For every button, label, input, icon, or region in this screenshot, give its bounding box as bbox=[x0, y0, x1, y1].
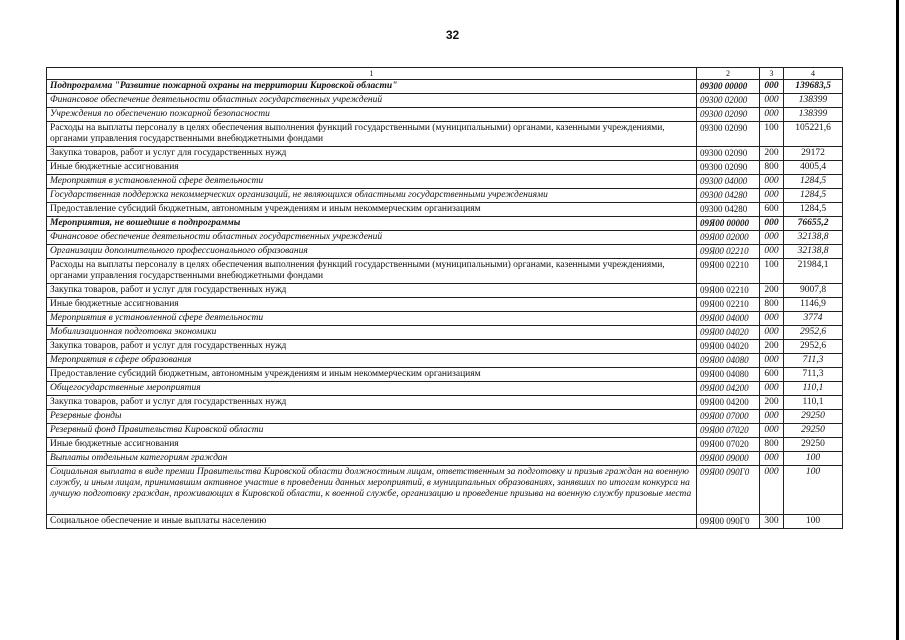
row-name-cell: Мероприятия в установленной сфере деятельности bbox=[47, 175, 697, 189]
row-code-cell: 09Я00 04000 bbox=[697, 312, 760, 326]
table-row bbox=[47, 396, 843, 410]
row-code-cell: 09Я00 04020 bbox=[697, 340, 760, 354]
row-sum-cell: 110,1 bbox=[784, 382, 843, 396]
row-name-cell: Государственная поддержка некоммерческих организаций, не являющихся областными государственными учреждениями bbox=[47, 189, 697, 203]
row-sum-cell: 110,1 bbox=[784, 396, 843, 410]
row-type-cell: 000 bbox=[760, 231, 784, 245]
page-edge-line bbox=[896, 0, 899, 640]
row-type-cell: 800 bbox=[760, 438, 784, 452]
header-name: 1 bbox=[47, 68, 697, 80]
row-sum-cell: 100 bbox=[784, 452, 843, 466]
row-sum-cell: 29250 bbox=[784, 410, 843, 424]
table-row bbox=[47, 189, 843, 203]
row-code-cell: 09Я00 04200 bbox=[697, 396, 760, 410]
row-code-cell: 09300 02090 bbox=[697, 122, 760, 147]
row-code-cell: 09300 02000 bbox=[697, 94, 760, 108]
row-name-cell: Учреждения по обеспечению пожарной безопасности bbox=[47, 108, 697, 122]
table-row bbox=[47, 382, 843, 396]
row-name-cell: Иные бюджетные ассигнования bbox=[47, 298, 697, 312]
row-code-cell: 09Я00 07000 bbox=[697, 410, 760, 424]
row-code-cell: 09Я00 02210 bbox=[697, 298, 760, 312]
row-code-cell: 09Я00 02210 bbox=[697, 245, 760, 259]
table-row bbox=[47, 340, 843, 354]
row-code-cell: 09Я00 07020 bbox=[697, 424, 760, 438]
row-code-cell: 09Я00 02210 bbox=[697, 259, 760, 284]
table-row bbox=[47, 259, 843, 284]
row-type-cell: 100 bbox=[760, 122, 784, 147]
table-row bbox=[47, 515, 843, 529]
row-name-cell: Резервные фонды bbox=[47, 410, 697, 424]
row-type-cell: 000 bbox=[760, 108, 784, 122]
table-row bbox=[47, 410, 843, 424]
table-row bbox=[47, 122, 843, 147]
row-sum-cell: 1284,5 bbox=[784, 189, 843, 203]
row-type-cell: 000 bbox=[760, 175, 784, 189]
table-row bbox=[47, 326, 843, 340]
table-row bbox=[47, 466, 843, 515]
table-row bbox=[47, 245, 843, 259]
table-row bbox=[47, 312, 843, 326]
row-type-cell: 000 bbox=[760, 189, 784, 203]
row-type-cell: 000 bbox=[760, 410, 784, 424]
row-code-cell: 09300 04280 bbox=[697, 189, 760, 203]
row-name-cell: Расходы на выплаты персоналу в целях обеспечения выполнения функций государственными (муниципальными) органами, казенными учреждениями, органами управления государственными внебюджетными фондами bbox=[47, 259, 697, 284]
row-type-cell: 000 bbox=[760, 466, 784, 515]
row-name-cell: Предоставление субсидий бюджетным, автономным учреждениям и иным некоммерческим организациям bbox=[47, 368, 697, 382]
table-row bbox=[47, 108, 843, 122]
row-code-cell: 09Я00 04020 bbox=[697, 326, 760, 340]
header-sum: 4 bbox=[784, 68, 843, 80]
row-name-cell: Иные бюджетные ассигнования bbox=[47, 438, 697, 452]
row-type-cell: 000 bbox=[760, 382, 784, 396]
row-type-cell: 200 bbox=[760, 284, 784, 298]
row-sum-cell: 32138,8 bbox=[784, 245, 843, 259]
row-name-cell: Мероприятия, не вошедшие в подпрограммы bbox=[47, 217, 697, 231]
row-type-cell: 000 bbox=[760, 354, 784, 368]
row-sum-cell: 29250 bbox=[784, 438, 843, 452]
table-body bbox=[47, 80, 843, 529]
row-sum-cell: 2952,6 bbox=[784, 340, 843, 354]
row-code-cell: 09Я00 090Г0 bbox=[697, 515, 760, 529]
row-sum-cell: 105221,6 bbox=[784, 122, 843, 147]
row-sum-cell: 9007,8 bbox=[784, 284, 843, 298]
table-row bbox=[47, 438, 843, 452]
row-code-cell: 09Я00 04200 bbox=[697, 382, 760, 396]
row-type-cell: 000 bbox=[760, 245, 784, 259]
row-type-cell: 000 bbox=[760, 452, 784, 466]
row-sum-cell: 1284,5 bbox=[784, 203, 843, 217]
row-sum-cell: 76655,2 bbox=[784, 217, 843, 231]
row-sum-cell: 3774 bbox=[784, 312, 843, 326]
row-sum-cell: 138399 bbox=[784, 94, 843, 108]
row-code-cell: 09300 00000 bbox=[697, 80, 760, 94]
row-code-cell: 09Я00 04080 bbox=[697, 368, 760, 382]
row-name-cell: Закупка товаров, работ и услуг для государственных нужд bbox=[47, 147, 697, 161]
row-code-cell: 09300 04000 bbox=[697, 175, 760, 189]
row-name-cell: Финансовое обеспечение деятельности областных государственных учреждений bbox=[47, 231, 697, 245]
row-type-cell: 600 bbox=[760, 368, 784, 382]
row-sum-cell: 711,3 bbox=[784, 368, 843, 382]
budget-table bbox=[46, 67, 843, 529]
table-row bbox=[47, 424, 843, 438]
row-sum-cell: 1146,9 bbox=[784, 298, 843, 312]
row-code-cell: 09Я00 07020 bbox=[697, 438, 760, 452]
row-name-cell: Мобилизационная подготовка экономики bbox=[47, 326, 697, 340]
row-name-cell: Выплаты отдельным категориям граждан bbox=[47, 452, 697, 466]
row-sum-cell: 139683,5 bbox=[784, 80, 843, 94]
row-sum-cell: 711,3 bbox=[784, 354, 843, 368]
row-type-cell: 200 bbox=[760, 340, 784, 354]
row-type-cell: 600 bbox=[760, 203, 784, 217]
row-sum-cell: 29250 bbox=[784, 424, 843, 438]
table-header-row bbox=[47, 68, 843, 80]
row-name-cell: Иные бюджетные ассигнования bbox=[47, 161, 697, 175]
row-sum-cell: 4005,4 bbox=[784, 161, 843, 175]
row-type-cell: 000 bbox=[760, 326, 784, 340]
row-type-cell: 200 bbox=[760, 147, 784, 161]
row-name-cell: Закупка товаров, работ и услуг для государственных нужд bbox=[47, 284, 697, 298]
table-row bbox=[47, 147, 843, 161]
row-type-cell: 000 bbox=[760, 217, 784, 231]
table-row bbox=[47, 161, 843, 175]
row-code-cell: 09Я00 09000 bbox=[697, 452, 760, 466]
row-sum-cell: 21984,1 bbox=[784, 259, 843, 284]
row-type-cell: 800 bbox=[760, 161, 784, 175]
table-row bbox=[47, 94, 843, 108]
row-code-cell: 09300 02090 bbox=[697, 108, 760, 122]
row-type-cell: 000 bbox=[760, 80, 784, 94]
row-sum-cell: 100 bbox=[784, 466, 843, 515]
row-sum-cell: 2952,6 bbox=[784, 326, 843, 340]
table-row bbox=[47, 231, 843, 245]
row-name-cell: Мероприятия в сфере образования bbox=[47, 354, 697, 368]
row-type-cell: 200 bbox=[760, 396, 784, 410]
table-row bbox=[47, 354, 843, 368]
row-sum-cell: 29172 bbox=[784, 147, 843, 161]
table-row bbox=[47, 452, 843, 466]
row-type-cell: 100 bbox=[760, 259, 784, 284]
row-name-cell: Социальная выплата в виде премии Правительства Кировской области должностным лицам, ответственным за подготовку и призыв граждан на военную службу, и иным лицам, принимавшим активное участие в проведении данных мероприятий, в муниципальных образованиях, занявших по итогам конкурса на лучшую подготовку граждан, проживающих в Кировской области, к военной службе, организацию и проведение призыва на военную службу призовые места bbox=[47, 466, 697, 515]
row-sum-cell: 1284,5 bbox=[784, 175, 843, 189]
row-name-cell: Финансовое обеспечение деятельности областных государственных учреждений bbox=[47, 94, 697, 108]
row-code-cell: 09Я00 02000 bbox=[697, 231, 760, 245]
table-row bbox=[47, 217, 843, 231]
table-row bbox=[47, 368, 843, 382]
row-sum-cell: 138399 bbox=[784, 108, 843, 122]
row-code-cell: 09300 02090 bbox=[697, 147, 760, 161]
row-type-cell: 300 bbox=[760, 515, 784, 529]
row-name-cell: Подпрограмма "Развитие пожарной охраны на территории Кировской области" bbox=[47, 80, 697, 94]
row-name-cell: Мероприятия в установленной сфере деятельности bbox=[47, 312, 697, 326]
row-name-cell: Социальное обеспечение и иные выплаты населению bbox=[47, 515, 697, 529]
row-code-cell: 09Я00 02210 bbox=[697, 284, 760, 298]
table-row bbox=[47, 284, 843, 298]
row-code-cell: 09Я00 04080 bbox=[697, 354, 760, 368]
table-row bbox=[47, 298, 843, 312]
row-name-cell: Резервный фонд Правительства Кировской области bbox=[47, 424, 697, 438]
row-code-cell: 09300 04280 bbox=[697, 203, 760, 217]
table-row bbox=[47, 80, 843, 94]
row-name-cell: Закупка товаров, работ и услуг для государственных нужд bbox=[47, 396, 697, 410]
header-type: 3 bbox=[760, 68, 784, 80]
row-name-cell: Расходы на выплаты персоналу в целях обеспечения выполнения функций государственными (муниципальными) органами, казенными учреждениями, органами управления государственными внебюджетными фондами bbox=[47, 122, 697, 147]
table-row bbox=[47, 175, 843, 189]
row-code-cell: 09Я00 00000 bbox=[697, 217, 760, 231]
row-name-cell: Общегосударственные мероприятия bbox=[47, 382, 697, 396]
row-name-cell: Закупка товаров, работ и услуг для государственных нужд bbox=[47, 340, 697, 354]
row-sum-cell: 32138,8 bbox=[784, 231, 843, 245]
row-name-cell: Организации дополнительного профессионального образования bbox=[47, 245, 697, 259]
row-type-cell: 000 bbox=[760, 94, 784, 108]
row-code-cell: 09300 02090 bbox=[697, 161, 760, 175]
row-code-cell: 09Я00 090Г0 bbox=[697, 466, 760, 515]
row-type-cell: 800 bbox=[760, 298, 784, 312]
row-type-cell: 000 bbox=[760, 424, 784, 438]
header-code: 2 bbox=[697, 68, 760, 80]
row-sum-cell: 100 bbox=[784, 515, 843, 529]
row-name-cell: Предоставление субсидий бюджетным, автономным учреждениям и иным некоммерческим организациям bbox=[47, 203, 697, 217]
table-row bbox=[47, 203, 843, 217]
page-number: 32 bbox=[445, 28, 460, 42]
row-type-cell: 000 bbox=[760, 312, 784, 326]
